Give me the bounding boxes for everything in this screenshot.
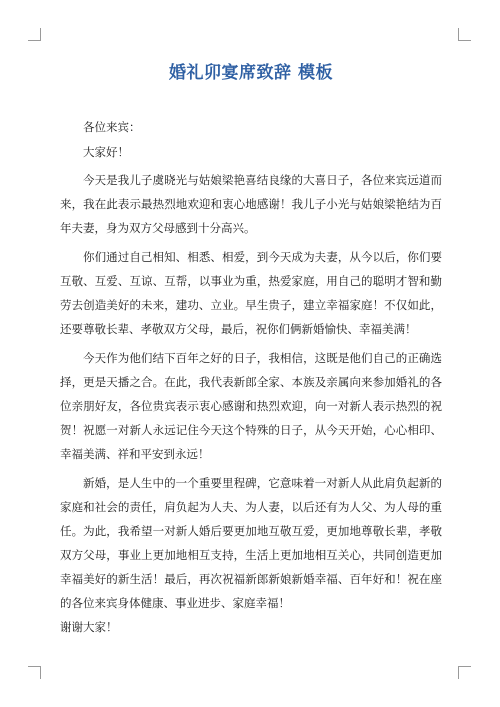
page-corner-mark-top-right bbox=[458, 28, 471, 41]
greeting: 大家好！ bbox=[83, 145, 129, 159]
document-title: 婚礼卯宴席致辞 模板 bbox=[169, 63, 333, 83]
paragraph: 你们通过自己相知、相悉、相爱，到今天成为夫妻，从今以后，你们要互敬、互爱、互谅、互帮，以事业为重，热爱家庭，用自己的聪明才智和勤劳去创造美好的未来，建功、立业。早生贵子，建立幸福家庭！不仅如此，还要尊敬长辈、孝敬双方父母，最后，祝你们俩新婚愉快、幸福美满！ bbox=[60, 250, 442, 336]
closing-line: 谢谢大家！ bbox=[60, 620, 118, 634]
page-corner-mark-bottom-left bbox=[28, 666, 41, 679]
document-page bbox=[60, 58, 442, 639]
paragraph: 今天作为他们结下百年之好的日子，我相信，这既是他们自己的正确选择，更是天播之合。在此，我代表新郎全家、本族及亲属向来参加婚礼的各位亲朋好友，各位贵宾表示衷心感谢和热烈欢迎，向一对新人表示热烈的祝贺！祝愿一对新人永远记住今天这个特殊的日子，从今天开始，心心相印、幸福美满、祥和平安到永远！ bbox=[60, 351, 442, 461]
page-corner-mark-bottom-right bbox=[458, 666, 471, 679]
salutation: 各位来宾： bbox=[83, 120, 141, 134]
paragraph: 新婚，是人生中的一个重要里程碑，它意味着一对新人从此肩负起新的家庭和社会的责任，肩负起为人夫、为人妻，以后还有为人父、为人母的重任。为此，我希望一对新人婚后要更加地互敬互爱，更加地尊敬长辈，孝敬双方父母，事业上更加地相互支持，生活上更加地相互关心，共同创造更加幸福美好的新生活！最后，再次祝福新郎新娘新婚幸福、百年好和！祝在座的各位来宾身体健康、事业进步、家庭幸福！ bbox=[60, 476, 442, 610]
paragraph: 今天是我儿子虞晓光与姑娘梁艳喜结良缘的大喜日子，各位来宾远道而来，我在此表示最热烈地欢迎和衷心地感谢！我儿子小光与姑娘梁艳结为百年夫妻，身为双方父母感到十分高兴。 bbox=[60, 173, 442, 235]
page-corner-mark-top-left bbox=[28, 28, 41, 41]
